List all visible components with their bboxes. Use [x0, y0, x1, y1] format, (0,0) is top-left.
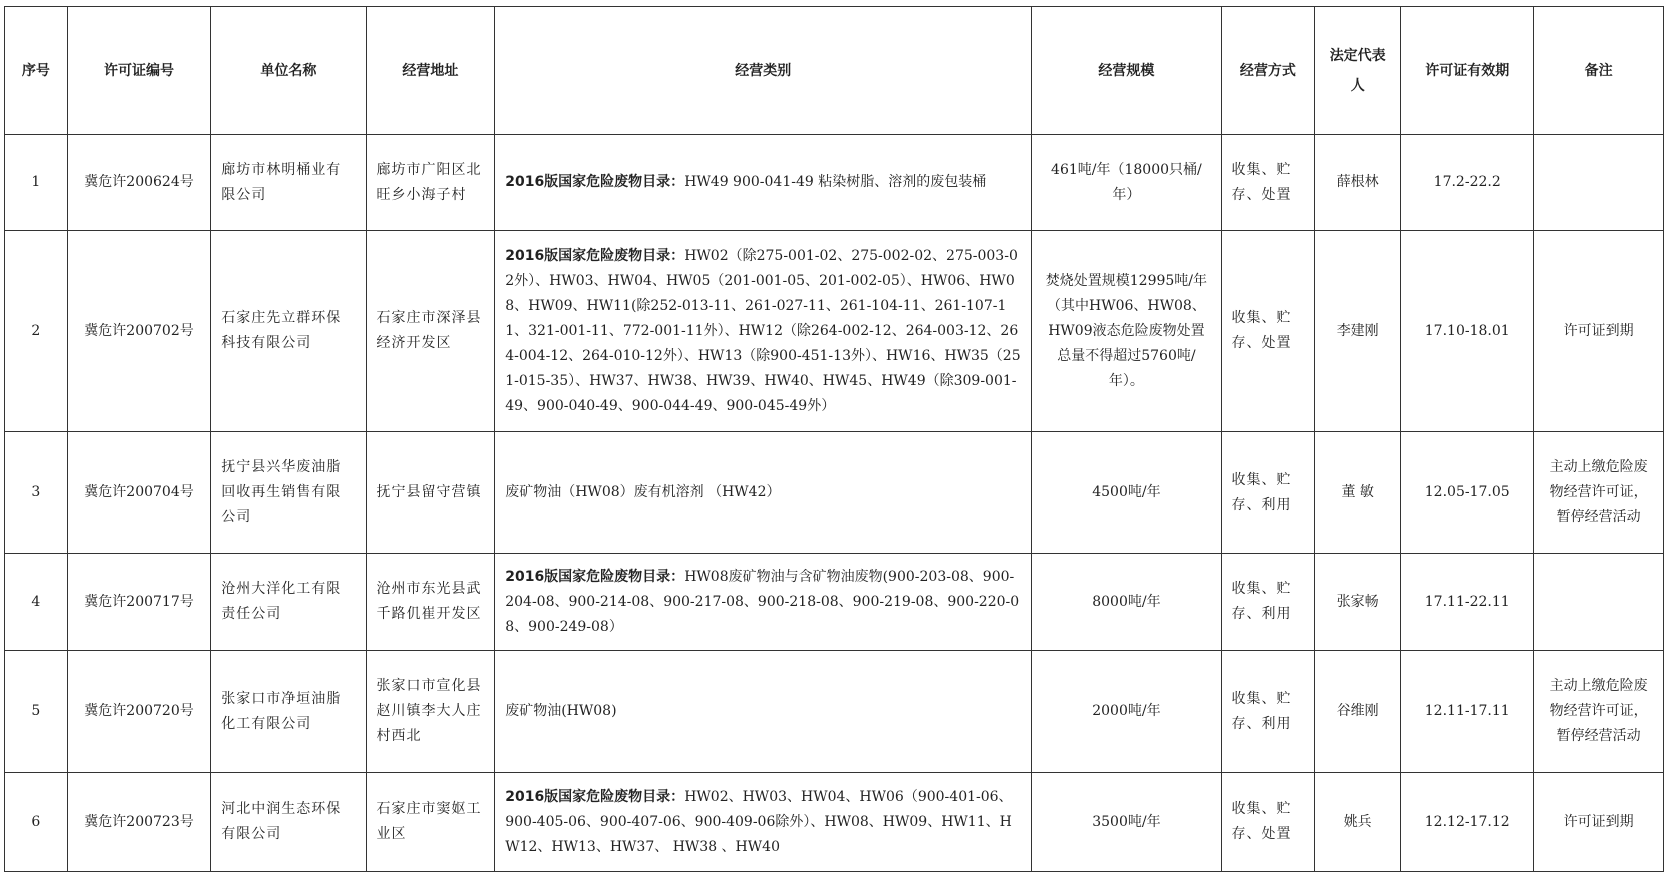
cell-company: 张家口市净垣油脂化工有限公司 — [211, 651, 366, 773]
cell-company: 廊坊市林明桶业有限公司 — [211, 135, 366, 231]
category-prefix: 2016版国家危险废物目录： — [505, 174, 685, 190]
cell-seq: 2 — [5, 231, 68, 432]
cell-address: 沧州市东光县武千路仉崔开发区 — [366, 554, 495, 651]
header-mode: 经营方式 — [1221, 7, 1315, 135]
cell-rep: 谷维刚 — [1315, 651, 1401, 773]
cell-permit-no: 冀危许200720号 — [67, 651, 211, 773]
header-address: 经营地址 — [366, 7, 495, 135]
cell-validity: 17.2-22.2 — [1401, 135, 1534, 231]
cell-scale: 461吨/年（18000只桶/年） — [1032, 135, 1221, 231]
cell-remark — [1534, 135, 1664, 231]
table-row — [5, 554, 1664, 651]
cell-company: 抚宁县兴华废油脂回收再生销售有限公司 — [211, 432, 366, 554]
header-seq: 序号 — [5, 7, 68, 135]
category-text: HW02（除275-001-02、275-002-02、275-003-02外）、HW03、HW04、HW05（201-001-05、201-002-05）、HW06、HW08、HW09、HW11(除252-013-11、261-027-11、261-104-11、261-107-11、321-001-11、772-001-11外）、HW12（除264-002-12、264-003-12、264-004-12、264-010-12外）、HW13（除900-451-13外）、HW16、HW35（251-015-35）、HW37、HW38、HW39、HW40、HW45、HW49（除309-001-49、900-040-49、900-044-49、900-045-49外） — [505, 247, 1021, 414]
cell-permit-no: 冀危许200717号 — [67, 554, 211, 651]
cell-scale: 4500吨/年 — [1032, 432, 1221, 554]
cell-seq: 5 — [5, 651, 68, 773]
cell-category — [495, 554, 1032, 651]
category-text: HW02、HW03、HW04、HW06（900-401-06、900-405-06、900-407-06、900-409-06除外）、HW08、HW09、HW11、HW12、HW13、HW37、 HW38 、HW40 — [505, 788, 1013, 855]
cell-seq: 3 — [5, 432, 68, 554]
cell-rep: 张家畅 — [1315, 554, 1401, 651]
cell-remark: 许可证到期 — [1534, 773, 1664, 872]
category-prefix: 2016版国家危险废物目录： — [505, 247, 685, 264]
cell-validity: 17.11-22.11 — [1401, 554, 1534, 651]
header-scale: 经营规模 — [1032, 7, 1221, 135]
table-row — [5, 773, 1664, 872]
cell-category — [495, 135, 1032, 231]
cell-permit-no: 冀危许200624号 — [67, 135, 211, 231]
cell-rep: 李建刚 — [1315, 231, 1401, 432]
cell-address: 张家口市宣化县赵川镇李大人庄村西北 — [366, 651, 495, 773]
cell-scale: 2000吨/年 — [1032, 651, 1221, 773]
cell-category — [495, 231, 1032, 432]
cell-remark: 主动上缴危险废物经营许可证，暂停经营活动 — [1534, 651, 1664, 773]
header-rep: 法定代表人 — [1315, 7, 1401, 135]
cell-mode: 收集、贮存、处置 — [1221, 231, 1315, 432]
cell-mode: 收集、贮存、利用 — [1221, 554, 1315, 651]
cell-address: 廊坊市广阳区北旺乡小海子村 — [366, 135, 495, 231]
header-validity: 许可证有效期 — [1401, 7, 1534, 135]
header-category: 经营类别 — [495, 7, 1032, 135]
cell-validity: 12.05-17.05 — [1401, 432, 1534, 554]
cell-remark — [1534, 554, 1664, 651]
cell-validity: 17.10-18.01 — [1401, 231, 1534, 432]
cell-company: 石家庄先立群环保科技有限公司 — [211, 231, 366, 432]
cell-company: 沧州大洋化工有限责任公司 — [211, 554, 366, 651]
cell-address: 抚宁县留守营镇 — [366, 432, 495, 554]
cell-rep: 薛根林 — [1315, 135, 1401, 231]
category-prefix: 2016版国家危险废物目录： — [505, 788, 685, 805]
cell-rep: 姚兵 — [1315, 773, 1401, 872]
cell-scale: 3500吨/年 — [1032, 773, 1221, 872]
table-row — [5, 432, 1664, 554]
cell-scale: 8000吨/年 — [1032, 554, 1221, 651]
cell-scale: 焚烧处置规模12995吨/年（其中HW06、HW08、HW09液态危险废物处置总量不得超过5760吨/年）。 — [1032, 231, 1221, 432]
cell-validity: 12.12-17.12 — [1401, 773, 1534, 872]
cell-category — [495, 773, 1032, 872]
cell-address: 石家庄市深泽县经济开发区 — [366, 231, 495, 432]
cell-company: 河北中润生态环保有限公司 — [211, 773, 366, 872]
cell-address: 石家庄市窦妪工业区 — [366, 773, 495, 872]
cell-remark: 主动上缴危险废物经营许可证，暂停经营活动 — [1534, 432, 1664, 554]
cell-seq: 6 — [5, 773, 68, 872]
cell-category — [495, 432, 1032, 554]
table-row — [5, 135, 1664, 231]
cell-permit-no: 冀危许200704号 — [67, 432, 211, 554]
header-remark: 备注 — [1534, 7, 1664, 135]
cell-seq: 4 — [5, 554, 68, 651]
category-prefix: 2016版国家危险废物目录： — [505, 568, 685, 585]
cell-mode: 收集、贮存、处置 — [1221, 773, 1315, 872]
cell-rep: 董 敏 — [1315, 432, 1401, 554]
header-permit-no: 许可证编号 — [67, 7, 211, 135]
cell-seq: 1 — [5, 135, 68, 231]
cell-validity: 12.11-17.11 — [1401, 651, 1534, 773]
cell-category — [495, 651, 1032, 773]
header-company: 单位名称 — [211, 7, 366, 135]
table-header-row — [5, 7, 1664, 135]
cell-mode: 收集、贮存、利用 — [1221, 432, 1315, 554]
cell-permit-no: 冀危许200702号 — [67, 231, 211, 432]
cell-permit-no: 冀危许200723号 — [67, 773, 211, 872]
category-text: 废矿物油(HW08) — [505, 703, 617, 719]
table-row — [5, 231, 1664, 432]
category-text: 废矿物油（HW08）废有机溶剂 （HW42） — [505, 484, 781, 500]
table-row — [5, 651, 1664, 773]
cell-mode: 收集、贮存、利用 — [1221, 651, 1315, 773]
cell-remark: 许可证到期 — [1534, 231, 1664, 432]
category-text: HW49 900-041-49 粘染树脂、溶剂的废包装桶 — [684, 174, 987, 190]
permit-table — [4, 6, 1664, 872]
category-text: HW08废矿物油与含矿物油废物(900-203-08、900-204-08、900-214-08、900-217-08、900-218-08、900-219-08、900-220-08、900-249-08） — [505, 568, 1020, 635]
cell-mode: 收集、贮存、处置 — [1221, 135, 1315, 231]
